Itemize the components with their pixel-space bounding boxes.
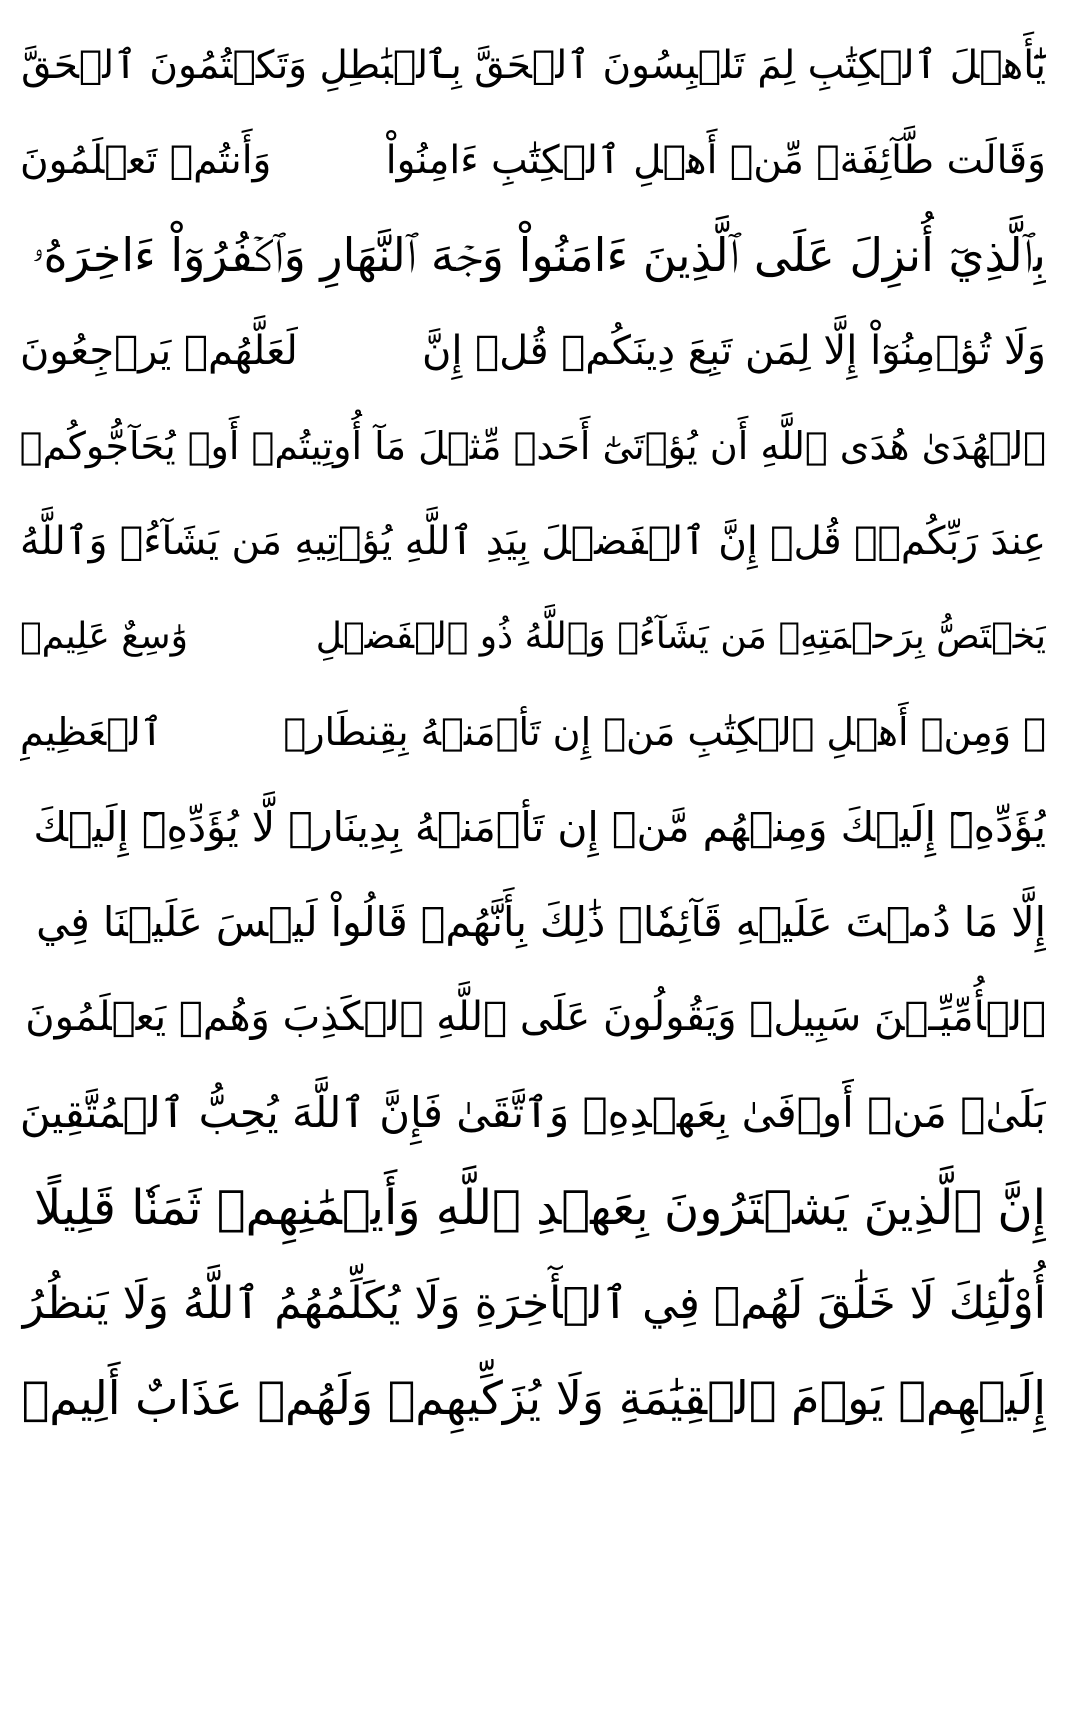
text-line: [20, 1160, 1046, 1255]
verse-lines: [20, 18, 1046, 1446]
text-line: [20, 970, 1046, 1065]
text-line: [20, 208, 1046, 303]
line-segment: ۞ وَمِنۡ أَهۡلِ ٱلۡكِتَٰبِ مَنۡ إِن تَأۡمَنۡهُ بِقِنطَارٖ: [283, 709, 1046, 754]
line-segment: يَٰٓأَهۡلَ ٱلۡكِتَٰبِ لِمَ تَلۡبِسُونَ ٱلۡحَقَّ بِٱلۡبَٰطِلِ وَتَكۡتُمُونَ ٱلۡحَقَّ: [21, 43, 1046, 89]
text-line: [20, 1065, 1046, 1160]
text-line: [20, 399, 1046, 494]
line-segment: بَلَىٰۚ مَنۡ أَوۡفَىٰ بِعَهۡدِهِۦ وَٱتَّقَىٰ فَإِنَّ ٱللَّهَ يُحِبُّ ٱلۡمُتَّقِينَ: [20, 1088, 1046, 1138]
line-segment: ٱلۡأُمِّيِّـۧنَ سَبِيلٞ وَيَقُولُونَ عَلَى ٱللَّهِ ٱلۡكَذِبَ وَهُمۡ يَعۡلَمُونَ: [25, 994, 1046, 1041]
text-line: [20, 1351, 1046, 1446]
text-line: [20, 18, 1046, 113]
text-line: [20, 1255, 1046, 1350]
text-line: [20, 494, 1046, 589]
text-line: [20, 780, 1046, 875]
text-line: [20, 113, 1046, 208]
line-segment: يُؤَدِّهِۦٓ إِلَيۡكَ وَمِنۡهُم مَّنۡ إِن تَأۡمَنۡهُ بِدِينَارٖ لَّا يُؤَدِّهِۦٓ إِلَيۡكَ: [33, 803, 1046, 852]
line-segment: وَٰسِعٌ عَلِيمٞ: [20, 616, 188, 658]
line-segment: إِلَيۡهِمۡ يَوۡمَ ٱلۡقِيَٰمَةِ وَلَا يُزَكِّيهِمۡ وَلَهُمۡ عَذَابٌ أَلِيمٞ: [21, 1371, 1046, 1426]
line-segment: إِنَّ ٱلَّذِينَ يَشۡتَرُونَ بِعَهۡدِ ٱللَّهِ وَأَيۡمَٰنِهِمۡ ثَمَنٗا قَلِيلًا: [34, 1179, 1046, 1236]
line-segment: وَقَالَت طَّآئِفَةٞ مِّنۡ أَهۡلِ ٱلۡكِتَٰبِ ءَامِنُواْ: [385, 138, 1046, 184]
line-segment: وَلَا تُؤۡمِنُوٓاْ إِلَّا لِمَن تَبِعَ دِينَكُمۡ قُلۡ إِنَّ: [421, 328, 1046, 375]
text-line: [20, 684, 1046, 779]
line-segment: وَأَنتُمۡ تَعۡلَمُونَ: [20, 138, 272, 184]
line-segment: ٱلۡعَظِيمِ: [20, 709, 163, 754]
line-segment: يَخۡتَصُّ بِرَحۡمَتِهِۦ مَن يَشَآءُۗ وَٱللَّهُ ذُو ٱلۡفَضۡلِ: [315, 616, 1046, 658]
line-segment: بِٱلَّذِيٓ أُنزِلَ عَلَى ٱلَّذِينَ ءَامَنُواْ وَجۡهَ ٱلنَّهَارِ وَٱكۡفُرُوٓاْ ءَاخِرَهُۥ: [31, 227, 1046, 282]
text-line: [20, 589, 1046, 684]
line-segment: إِلَّا مَا دُمۡتَ عَلَيۡهِ قَآئِمٗاۗ ذَٰلِكَ بِأَنَّهُمۡ قَالُواْ لَيۡسَ عَلَيۡنَا فِي: [36, 898, 1046, 947]
text-line: [20, 304, 1046, 399]
line-segment: ٱلۡهُدَىٰ هُدَى ٱللَّهِ أَن يُؤۡتَىٰٓ أَحَدٞ مِّثۡلَ مَآ أُوتِيتُمۡ أَوۡ يُحَآجُّوكُمۡ: [20, 424, 1046, 469]
line-segment: أُوْلَٰٓئِكَ لَا خَلَٰقَ لَهُمۡ فِي ٱلۡأٓخِرَةِ وَلَا يُكَلِّمُهُمُ ٱللَّهُ وَلَا يَنظُرُ: [22, 1277, 1046, 1329]
line-segment: لَعَلَّهُمۡ يَرۡجِعُونَ: [20, 328, 298, 375]
text-line: [20, 875, 1046, 970]
line-segment: عِندَ رَبِّكُمۡۗ قُلۡ إِنَّ ٱلۡفَضۡلَ بِيَدِ ٱللَّهِ يُؤۡتِيهِ مَن يَشَآءُۗ وَٱللَّهُ: [20, 519, 1046, 565]
